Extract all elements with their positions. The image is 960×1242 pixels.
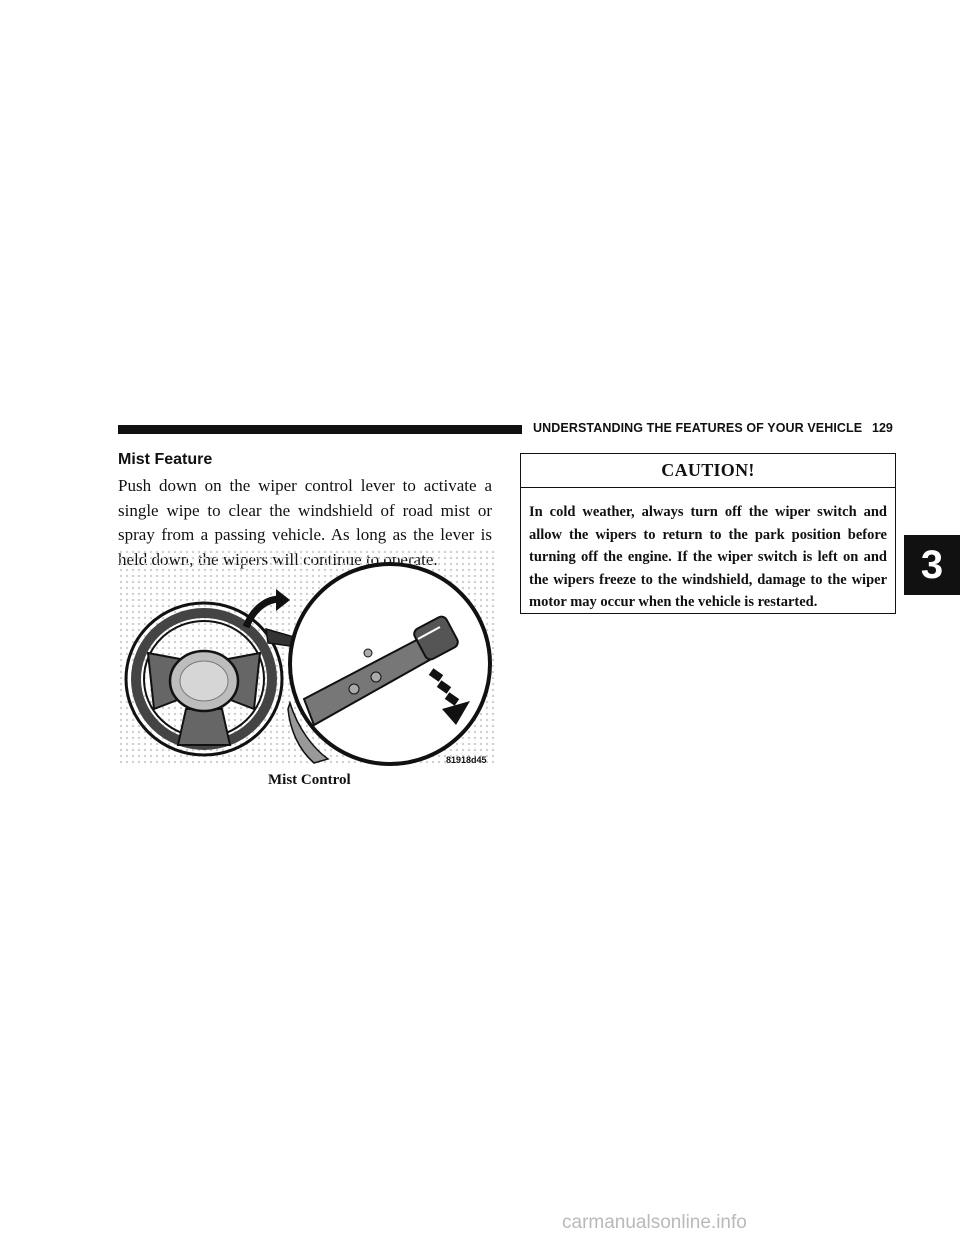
figure-code: 81918d45 (446, 755, 487, 765)
mist-control-figure (118, 549, 496, 767)
section-heading: Mist Feature (118, 451, 213, 468)
caution-text: In cold weather, always turn off the wiper switch and allow the wipers to return to the park position before turning off the engine. If the wiper switch is left on and the wipers freeze to the windshield, damage to the wiper motor may occur when the vehicle is restarted. (529, 504, 887, 610)
header-rule (118, 425, 522, 434)
watermark: carmanualsonline.info (562, 1212, 747, 1233)
page-number: 129 (872, 421, 893, 435)
caution-title: CAUTION! (521, 454, 895, 488)
caution-box (520, 453, 896, 614)
chapter-tab: 3 (904, 535, 960, 595)
running-header-title: UNDERSTANDING THE FEATURES OF YOUR VEHICLE (533, 421, 863, 435)
section-body: Push down on the wiper control lever to activate a single wipe to clear the windshield of road mist or spray from a passing vehicle. As long as the lever is (118, 476, 492, 544)
figure-caption: Mist Control (268, 772, 351, 788)
mist-control-illustration (118, 549, 496, 767)
